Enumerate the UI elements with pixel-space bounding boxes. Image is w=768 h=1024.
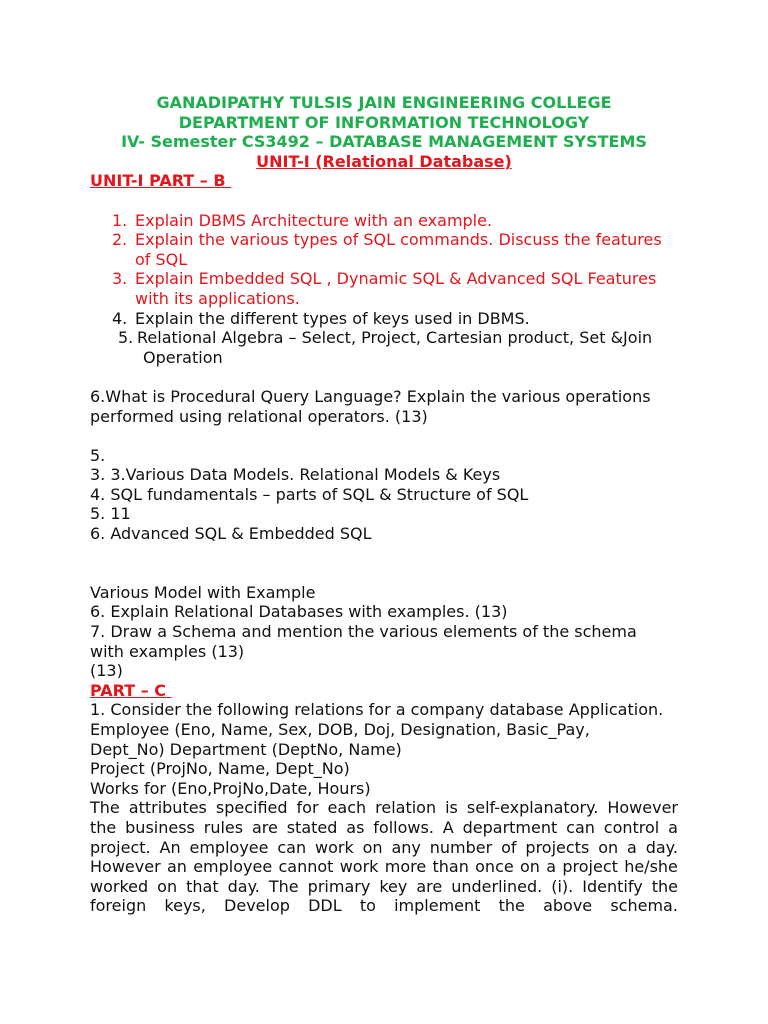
list-item <box>90 309 678 329</box>
word: self-explanatory. <box>466 798 599 818</box>
part-b-question-list <box>90 211 678 368</box>
spacer <box>90 191 678 211</box>
word: a <box>668 817 678 837</box>
spacer <box>90 426 678 446</box>
question-6-text: performed using relational operators. (13) <box>90 406 428 426</box>
extra-line: 6. Explain Relational Databases with examples. (13) <box>90 602 508 622</box>
part-c-heading: PART – C <box>90 680 172 700</box>
part-c-line: 1. Consider the following relations for a company database Application. <box>90 700 664 720</box>
justified-line <box>90 896 678 916</box>
word: each <box>327 798 367 818</box>
word: on <box>520 857 540 877</box>
word: can <box>277 837 307 857</box>
word: number <box>429 837 493 857</box>
question-6-text: 6.What is Procedural Query Language? Explain the various operations <box>90 386 651 406</box>
list-item <box>90 230 678 269</box>
word: above <box>543 896 593 916</box>
word: An <box>159 837 181 857</box>
item-number: 1. <box>112 210 128 230</box>
note-line: 6. Advanced SQL & Embedded SQL <box>90 524 372 544</box>
note-line: 5. 11 <box>90 504 131 524</box>
part-b-heading: UNIT-I PART – B <box>90 171 232 191</box>
list-item <box>90 269 678 308</box>
item-text: Explain Embedded SQL , Dynamic SQL & Advanced SQL Features <box>135 269 657 289</box>
word: are <box>416 876 443 896</box>
department-name: DEPARTMENT OF INFORMATION TECHNOLOGY <box>178 112 590 132</box>
item-text: Explain DBMS Architecture with an example. <box>135 210 493 230</box>
word: more <box>384 857 427 877</box>
item-text: Operation <box>143 347 223 367</box>
word: projects <box>525 837 590 857</box>
word: follows. <box>373 817 434 837</box>
word: an <box>166 857 187 877</box>
word: worked <box>90 876 149 896</box>
word: any <box>391 837 421 857</box>
justified-line <box>90 798 678 818</box>
item-text: of SQL <box>135 249 188 269</box>
note-line: 3. 3.Various Data Models. Relational Models & Keys <box>90 465 501 485</box>
word: once <box>475 857 514 877</box>
word: However <box>90 857 161 877</box>
part-c-line: Project (ProjNo, Name, Dept_No) <box>90 759 350 779</box>
word: on <box>157 876 178 896</box>
item-number: 3. <box>112 269 128 289</box>
word: project. <box>90 837 151 857</box>
word: that <box>186 876 219 896</box>
word: business <box>125 817 195 837</box>
item-text: Relational Algebra – Select, Project, Cartesian product, Set &Join <box>137 328 653 348</box>
item-text: with its applications. <box>135 288 300 308</box>
word: relation <box>375 798 437 818</box>
word: work <box>315 837 354 857</box>
list-item <box>90 211 678 231</box>
word: However <box>607 798 678 818</box>
word: The <box>268 876 299 896</box>
part-c-paragraph <box>90 798 678 916</box>
word: A <box>442 817 454 837</box>
note-line: 5. <box>90 445 106 465</box>
part-c-line: Works for (Eno,ProjNo,Date, Hours) <box>90 778 371 798</box>
word: Develop <box>224 896 290 916</box>
word: department <box>462 817 558 837</box>
spacer <box>90 367 678 387</box>
word: employee <box>193 857 273 877</box>
word: attributes <box>128 798 207 818</box>
justified-line <box>90 818 678 838</box>
spacer <box>90 563 678 583</box>
word: the <box>90 817 117 837</box>
word: day. <box>645 837 678 857</box>
word: than <box>432 857 469 877</box>
word: keys, <box>164 896 206 916</box>
word: project <box>562 857 618 877</box>
word: foreign <box>90 896 147 916</box>
word: day. <box>227 876 260 896</box>
word: to <box>359 896 376 916</box>
college-name: GANADIPATHY TULSIS JAIN ENGINEERING COLLEGE <box>156 93 612 112</box>
word: (i). <box>551 876 574 896</box>
word: on <box>598 837 619 857</box>
word: implement <box>394 896 481 916</box>
word: on <box>362 837 383 857</box>
word: the <box>651 876 678 896</box>
word: primary <box>307 876 371 896</box>
document-page <box>90 93 678 916</box>
extra-line: with examples (13) <box>90 641 245 661</box>
word: control <box>603 817 660 837</box>
justified-line <box>90 857 678 877</box>
justified-line <box>90 877 678 897</box>
word: work <box>339 857 379 877</box>
part-c-line: Dept_No) Department (DeptNo, Name) <box>90 739 402 759</box>
word: of <box>501 837 517 857</box>
word: can <box>566 817 595 837</box>
word: key <box>379 876 408 896</box>
word: Identify <box>582 876 643 896</box>
word: schema. <box>610 896 678 916</box>
item-text: Explain the various types of SQL commands. Discuss the features <box>135 230 662 250</box>
list-item <box>90 328 678 367</box>
note-line: 4. SQL fundamentals – parts of SQL & Structure of SQL <box>90 484 529 504</box>
item-text: Explain the different types of keys used in DBMS. <box>135 308 530 328</box>
extra-line: 7. Draw a Schema and mention the various elements of the schema <box>90 622 637 642</box>
word: is <box>445 798 458 818</box>
word: DDL <box>308 896 342 916</box>
word: stated <box>286 817 338 837</box>
word: he/she <box>624 857 678 877</box>
word: as <box>346 817 365 837</box>
extra-line: (13) <box>90 661 123 681</box>
item-number: 4. <box>112 308 128 328</box>
word: The <box>90 798 120 818</box>
word: cannot <box>278 857 334 877</box>
course-title: IV- Semester CS3492 – DATABASE MANAGEMENT SYSTEMS <box>121 132 647 152</box>
word: the <box>498 896 525 916</box>
item-number: 2. <box>112 230 128 250</box>
word: specified <box>215 798 288 818</box>
part-c-line: Employee (Eno, Name, Sex, DOB, Doj, Designation, Basic_Pay, <box>90 720 590 739</box>
word: a <box>627 837 637 857</box>
word: are <box>251 817 278 837</box>
spacer <box>90 544 678 564</box>
item-number: 5. <box>118 328 134 348</box>
unit-title: UNIT-I (Relational Database) <box>256 151 512 171</box>
justified-line <box>90 838 678 858</box>
extra-line: Various Model with Example <box>90 582 316 602</box>
word: underlined. <box>451 876 543 896</box>
word: a <box>546 857 557 877</box>
word: rules <box>203 817 244 837</box>
word: employee <box>189 837 269 857</box>
word: for <box>296 798 319 818</box>
